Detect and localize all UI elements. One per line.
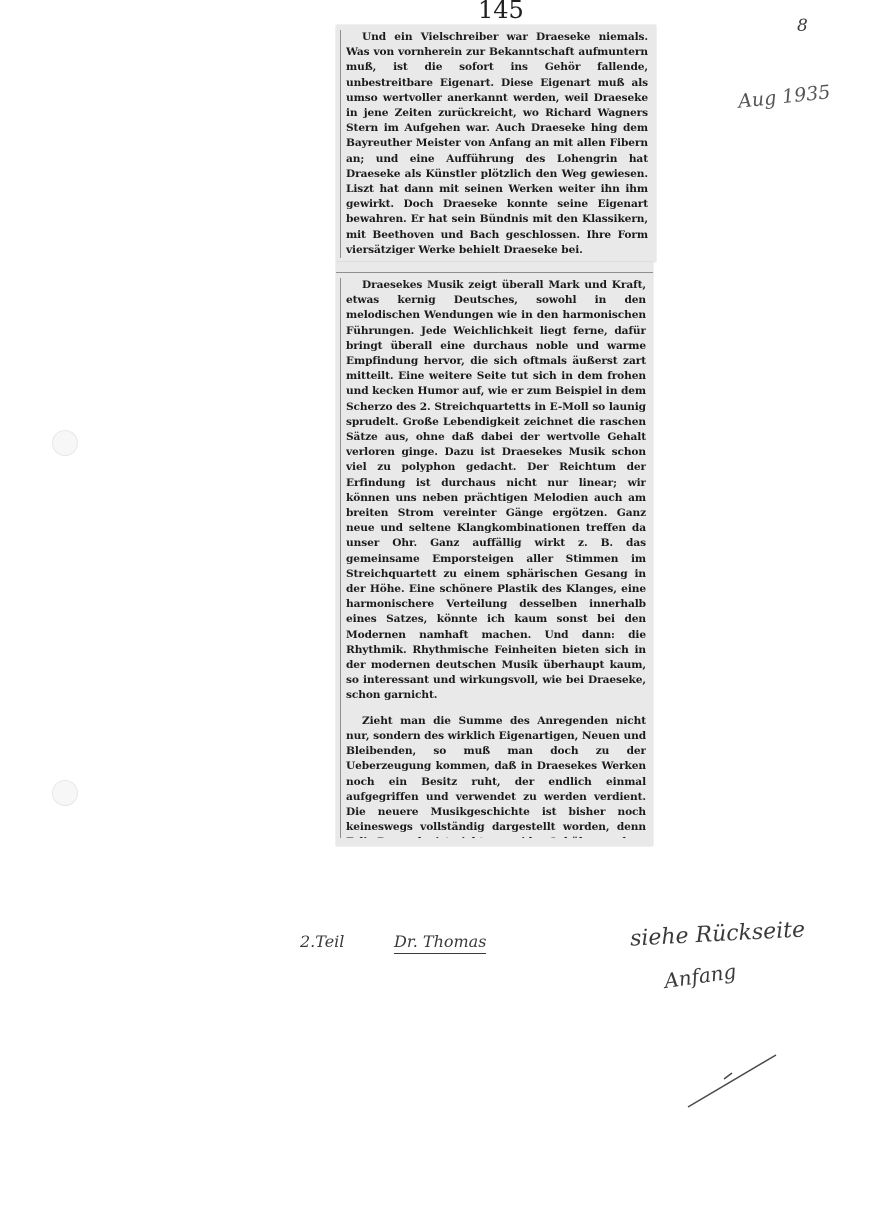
column-rule-main <box>340 278 341 838</box>
reverse-side-note-line2: Anfang <box>662 959 738 993</box>
paragraph: Draesekes Musik zeigt überall Mark und Kraft, etwas kernig Deutsches, sowohl in den melodischen Wendungen wie in den harmonischen Führungen. Jede Weichlichkeit liegt ferne, dafür bringt überall eine durchaus noble und warme Empfindung hervor, die sich oftmals äußerst zart mitteilt. Eine weitere Seite tut sich in dem frohen und kecken Humor auf, wie er zum Beispiel in dem Scherzo des 2. Streichquartetts in E-Moll so launig sprudelt. Große Lebendigkeit zeichnet die raschen Sätze aus, ohne daß dabei der wertvolle Gehalt verloren ginge. Dazu ist Draesekes Musik schon viel zu polyphon gedacht. Der Reichtum der Erfindung ist durchaus nicht nur linear; wir können uns neben prächtigen Melodien auch am breiten Strom vereinter Gänge ergötzen. Ganz neue und seltene Klangkombinationen treffen da unser Ohr. Ganz auffällig wirkt z. B. das gemeinsame Emporsteigen aller Stimmen im Streichquartett zu einem sphärischen Gesang in der Höhe. Eine schönere Plastik des Klanges, eine harmonischere Verteilung desselben innerhalb eines Satzes, könnte ich kaum sonst bei den Modernen namhaft machen. Und dann: die Rhythmik. Rhythmische Feinheiten bieten sich in der modernen deutschen Musik überhaupt kaum, so interessant und wirkungsvoll, wie bei Draeseke, schon garnicht. <box>346 279 646 702</box>
reverse-side-note: siehe Rückseite <box>629 917 806 952</box>
author-note: Dr. Thomas <box>394 932 486 954</box>
punch-hole-top <box>52 430 78 456</box>
page-number-note: 145 <box>478 0 524 24</box>
article-column-main <box>346 278 646 838</box>
paragraph: Zieht man die Summe des Anregenden nicht nur, sondern des wirklich Eigenartigen, Neuen und Bleibenden, so muß man doch zu der Ueberzeugung kommen, daß in Draesekes Werken noch ein Besitz ruht, der endlich einmal aufgegriffen und verwendet zu werden verdient. Die neuere Musikgeschichte ist bisher noch keineswegs vollständig dargestellt worden, denn <box>346 714 646 834</box>
date-note: Aug 1935 <box>737 81 832 113</box>
part-note: 2.Teil <box>300 932 345 951</box>
pencil-mark-icon <box>680 1045 790 1115</box>
clipping-top-rule <box>336 272 653 273</box>
column-rule-top <box>340 30 341 258</box>
paragraph: Und ein Vielschreiber war Draeseke niemals. Was von vornherein zur Bekanntschaft aufmuntern muß, ist die sofort ins Gehör fallende, unbestreitbare Eigenart. Diese Eigenart muß als umso wertvoller anerkannt werden, weil Draeseke in jene Zeiten zurückreicht, wo Richard Wagners Stern im Aufgehen war. Auch Draeseke hing dem Bayreuther Meister von Anfang an mit allen Fibern an; und eine Aufführung des Lohengrin hat Draeseke als Künstler plötzlich den Weg gewiesen. Liszt hat dann mit seinen Werken weiter ihn ihm gewirkt. Doch Draeseke konnte seine Eigenart bewahren. Er hat sein Bündnis mit den Klassikern, mit Beethoven und Bach geschlossen. Ihre Form viersätziger Werke behielt Draeseke bei. <box>346 31 648 256</box>
article-column-top <box>346 30 648 260</box>
sheet-number-note: 8 <box>797 16 808 36</box>
punch-hole-bottom <box>52 780 78 806</box>
